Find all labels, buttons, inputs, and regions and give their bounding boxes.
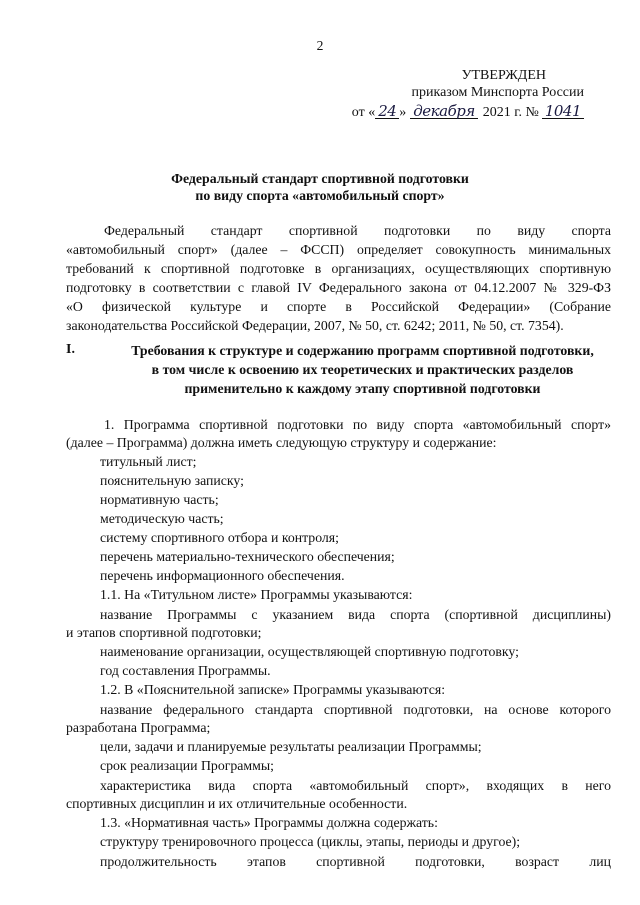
clause-text: разработана Программа; <box>66 720 211 735</box>
intro-line: «О физической культуре и спорте в Российской Федерации» (Собрание <box>66 299 611 314</box>
section-number: I. <box>66 342 75 357</box>
handwritten-day: 24 <box>375 104 399 119</box>
clause-text: и этапов спортивной подготовки; <box>66 625 262 640</box>
page-number: 2 <box>316 38 324 53</box>
intro-line: требований к спортивной подготовке в организациях, осуществляющих спортивную <box>66 261 611 276</box>
clause-text: срок реализации Программы; <box>100 758 274 773</box>
clause-text: продолжительность этапов спортивной подготовки, возраст лиц <box>100 854 611 869</box>
clause-text: наименование организации, осуществляющей спортивную подготовку; <box>100 644 519 659</box>
section-title-line-3: применительно к каждому этапу спортивной подготовки <box>184 381 541 396</box>
section-title-line-1: Требования к структуре и содержанию программ спортивной подготовки, <box>131 343 594 358</box>
clause-1-1-heading: 1.1. На «Титульном листе» Программы указываются: <box>100 587 413 602</box>
list-item: титульный лист; <box>100 454 197 469</box>
list-item: перечень материально-технического обеспечения; <box>100 549 395 564</box>
clause-1-2-heading: 1.2. В «Пояснительной записке» Программы указываются: <box>100 682 446 697</box>
clause-1-3-heading: 1.3. «Нормативная часть» Программы должна содержать: <box>100 815 438 830</box>
intro-line: подготовку в соответствии с главой IV Федерального закона от 04.12.2007 № 329-ФЗ <box>66 280 611 295</box>
approval-date-line <box>352 104 584 121</box>
clause-text: структуру тренировочного процесса (циклы, этапы, периоды и другое); <box>100 834 521 849</box>
list-item: перечень информационного обеспечения. <box>100 568 345 583</box>
clause-text: название Программы с указанием вида спорта (спортивной дисциплины) <box>100 607 611 622</box>
list-item: пояснительную записку; <box>100 473 244 488</box>
clause-text: название федерального стандарта спортивной подготовки, на основе которого <box>100 702 611 717</box>
clause-text: цели, задачи и планируемые результаты реализации Программы; <box>100 739 482 754</box>
document-title-line-1: Федеральный стандарт спортивной подготовки <box>171 171 469 186</box>
section-title-line-2: в том числе к освоению их теоретических и практических разделов <box>151 362 574 377</box>
date-prefix: от « <box>351 105 376 120</box>
paragraph-1-line: 1. Программа спортивной подготовки по виду спорта «автомобильный спорт» <box>104 417 611 432</box>
list-item: систему спортивного отбора и контроля; <box>100 530 339 545</box>
approval-heading: УТВЕРЖДЕН <box>461 68 546 83</box>
intro-line: законодательства Российской Федерации, 2007, № 50, ст. 6242; 2011, № 50, ст. 7354). <box>66 318 564 333</box>
clause-text: спортивных дисциплин и их отличительные особенности. <box>66 796 408 811</box>
date-mid: » <box>399 105 407 120</box>
list-item: методическую часть; <box>100 511 224 526</box>
intro-line: «автомобильный спорт» (далее – ФССП) определяет совокупность минимальных <box>66 242 611 257</box>
handwritten-order-number: 1041 <box>542 104 584 119</box>
approval-order: приказом Минспорта России <box>411 85 584 100</box>
clause-text: год составления Программы. <box>100 663 271 678</box>
document-title-line-2: по виду спорта «автомобильный спорт» <box>195 188 445 203</box>
intro-line: Федеральный стандарт спортивной подготовки по виду спорта <box>104 223 611 238</box>
list-item: нормативную часть; <box>100 492 219 507</box>
clause-text: характеристика вида спорта «автомобильный спорт», входящих в него <box>100 778 611 793</box>
date-year: 2021 г. № <box>482 105 539 120</box>
paragraph-1-line: (далее – Программа) должна иметь следующую структуру и содержание: <box>66 435 497 450</box>
handwritten-month: декабря <box>410 104 477 119</box>
